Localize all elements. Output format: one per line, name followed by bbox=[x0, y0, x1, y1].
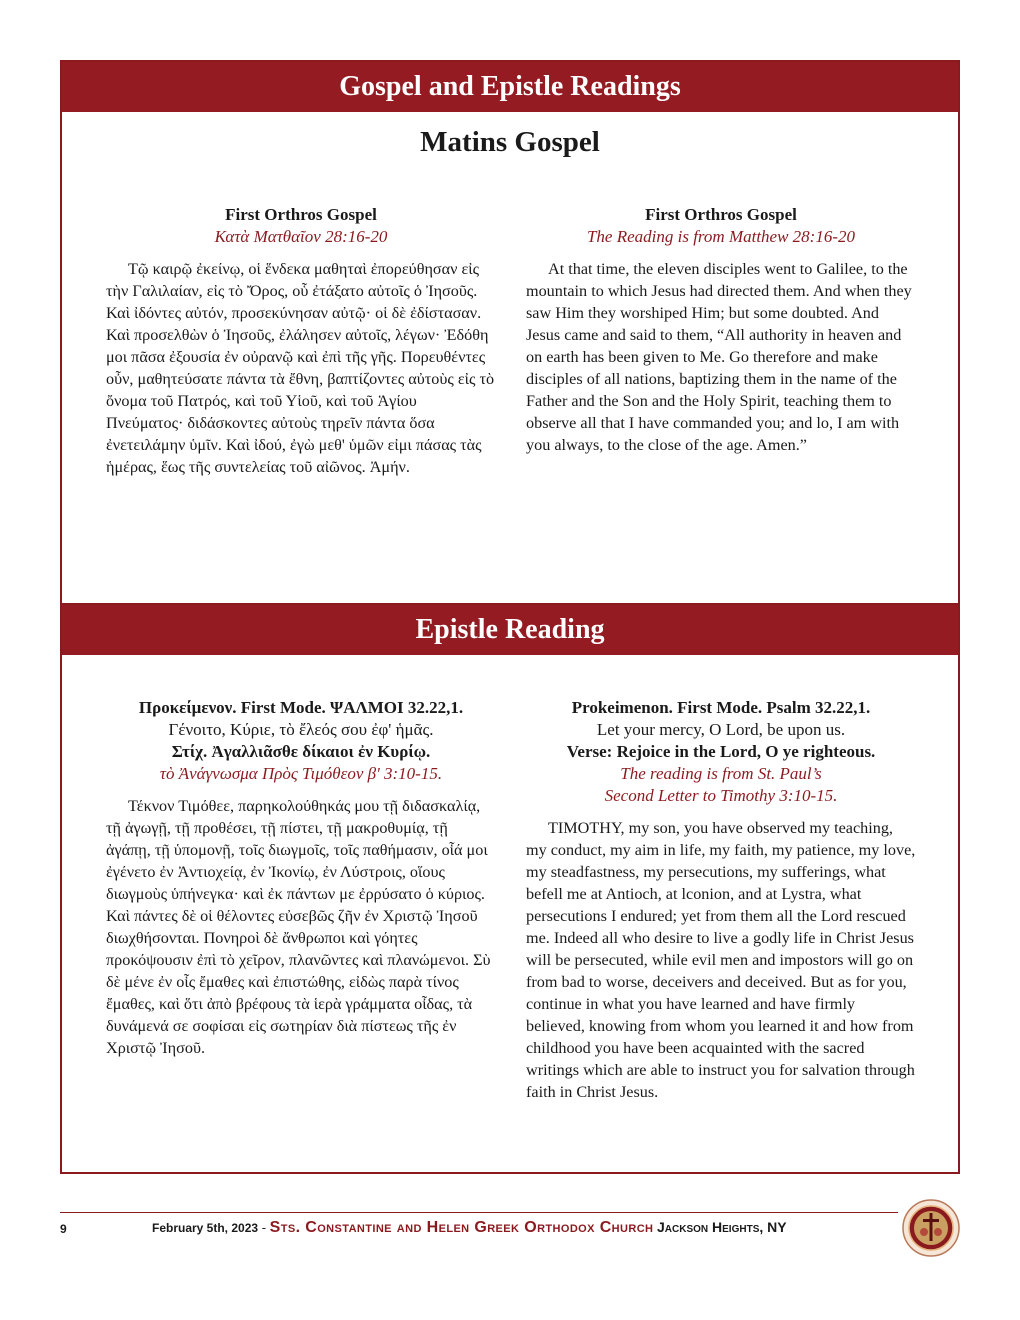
greek-verse: Στίχ. Ἀγαλλιᾶσθε δίκαιοι ἐν Κυρίῳ. bbox=[171, 742, 431, 761]
church-seal-icon bbox=[902, 1199, 960, 1257]
matins-gospel-heading: Matins Gospel bbox=[420, 126, 600, 158]
section-banner-epistle: Epistle Reading bbox=[62, 605, 958, 655]
gospel-section bbox=[60, 60, 960, 605]
greek-gospel-text: Τῷ καιρῷ ἐκείνῳ, οἱ ἕνδεκα μαθηταὶ ἐπορεύθησαν εἰς τὴν Γαλιλαίαν, εἰς τὸ Ὄρος, οὗ ἐτάξατο αὐτοῖς ὁ Ἰησοῦς. Καὶ ἰδόντες αὐτόν, προσεκύνησαν αὐτῷ· οἱ δὲ ἐδίστασαν. Καὶ προσελθὼν ὁ Ἰησοῦς, ἐλάλησεν αὐτοῖς, λέγων· Ἐδόθη μοι πᾶσα ἐξουσία ἐν οὐρανῷ καὶ ἐπὶ τῆς γῆς. Πορευθέντες οὖν, μαθητεύσατε πάντα τὰ ἔθνη, βαπτίζοντες αὐτοὺς εἰς τὸ ὄνομα τοῦ Πατρός, καὶ τοῦ Υἱοῦ, καὶ τοῦ Ἁγίου Πνεύματος· διδάσκοντες αὐτοὺς τηρεῖν πάντα ὅσα ἐνετειλάμην ὑμῖν. Καὶ ἰδού, ἐγὼ μεθ' ὑμῶν εἰμι πάσας τὰς ἡμέρας, ἕως τῆς συντελείας τοῦ αἰῶνος. Ἀμήν. bbox=[106, 260, 495, 476]
greek-prokeimenon: Προκείμενον. First Mode. ΨΑΛΜΟΙ 32.22,1. bbox=[138, 698, 464, 717]
greek-epistle-column bbox=[106, 697, 496, 1059]
english-gospel-text: At that time, the eleven disciples went to Galilee, to the mountain to which Jesus had directed them. And when they saw Him they worshiped Him; but some doubted. And Jesus came and said to them, “All authority in heaven and on earth has been given to Me. Go therefore and make disciples of all nations, baptizing them in the name of the Father and the Son and the Holy Spirit, teaching them to observe all that I have commanded you; and lo, I am with you always, to the close of the age. Amen.” bbox=[526, 260, 912, 454]
greek-gospel-heading: First Orthros Gospel bbox=[225, 205, 377, 224]
english-prokeimenon: Prokeimenon. First Mode. Psalm 32.22,1. bbox=[571, 698, 871, 717]
footer-church-name: Sts. Constantine and Helen Greek Orthodox Church bbox=[269, 1219, 654, 1236]
english-epistle-column bbox=[526, 697, 916, 1103]
english-epistle-text: TIMOTHY, my son, you have observed my teaching, my conduct, my aim in life, my faith, my patience, my love, my steadfastness, my persecutions, my sufferings, what befell me at Antioch, at lconion, and at Lystra, what persecutions I endured; yet from them all the Lord rescued me. Indeed all who desire to live a godly life in Christ Jesus will be persecuted, while evil men and impostors will go on from bad to worse, deceivers and deceived. But as for you, continue in what you have learned and have firmly believed, knowing from whom you learned it and how from childhood you have been acquainted with the sacred writings which are able to instruct you for salvation through faith in Christ Jesus. bbox=[526, 819, 916, 1101]
page-number: 9 bbox=[60, 1222, 67, 1236]
english-gospel-column bbox=[526, 204, 916, 456]
epistle-section bbox=[60, 603, 960, 1174]
greek-epistle-text: Τέκνον Τιμόθεε, παρηκολούθηκάς μου τῇ διδασκαλίᾳ, τῇ ἀγωγῇ, τῇ προθέσει, τῇ πίστει, τῇ μακροθυμίᾳ, τῇ ἀγάπῃ, τῇ ὑπομονῇ, τοῖς διωγμοῖς, τοῖς παθήμασιν, οἷά μοι ἐγένετο ἐν Ἀντιοχείᾳ, ἐν Ἰκονίῳ, ἐν Λύστροις, οἵους διωγμοὺς ὑπήνεγκα· καὶ ἐκ πάντων με ἐρρύσατο ὁ κύριος. Καὶ πάντες δὲ οἱ θέλοντες εὐσεβῶς ζῆν ἐν Χριστῷ Ἰησοῦ διωχθήσονται. Πονηροὶ δὲ ἄνθρωποι καὶ γόητες προκόψουσιν ἐπὶ τὸ χεῖρον, πλανῶντες καὶ πλανώμενοι. Σὺ δὲ μένε ἐν οἷς ἔμαθες καὶ ἐπιστώθης, εἰδὼς παρὰ τίνος ἔμαθες, καὶ ὅτι ἀπὸ βρέφους τὰ ἱερὰ γράμματα οἶδας, τὰ δυνάμενά σε σοφίσαι εἰς σωτηρίαν διὰ πίστεως τῆς ἐν Χριστῷ Ἰησοῦ. bbox=[106, 797, 491, 1057]
greek-gospel-reference: Κατὰ Ματθαῖον 28:16-20 bbox=[214, 227, 388, 246]
english-epistle-reference-line1: The reading is from St. Paul’s bbox=[620, 764, 822, 783]
footer-text bbox=[152, 1219, 787, 1237]
english-verse: Verse: Rejoice in the Lord, O ye righteous. bbox=[566, 742, 876, 761]
section-banner-gospel: Gospel and Epistle Readings bbox=[62, 62, 958, 112]
footer-divider bbox=[60, 1212, 898, 1213]
greek-epistle-reference: τὸ Ἀνάγνωσμα Πρὸς Τιμόθεον β' 3:10-15. bbox=[159, 764, 443, 783]
footer-date: February 5th, 2023 bbox=[152, 1221, 259, 1235]
footer-city: Jackson Heights, NY bbox=[657, 1219, 787, 1235]
english-gospel-heading: First Orthros Gospel bbox=[645, 205, 797, 224]
footer-separator: - bbox=[261, 1220, 267, 1235]
english-epistle-reference-line2: Second Letter to Timothy 3:10-15. bbox=[604, 786, 838, 805]
greek-gospel-column bbox=[106, 204, 496, 478]
english-gospel-reference: The Reading is from Matthew 28:16-20 bbox=[586, 227, 856, 246]
greek-psalm-line: Γένοιτο, Κύριε, τὸ ἔλεός σου ἐφ' ἡμᾶς. bbox=[168, 720, 434, 739]
english-psalm-line: Let your mercy, O Lord, be upon us. bbox=[596, 720, 846, 739]
